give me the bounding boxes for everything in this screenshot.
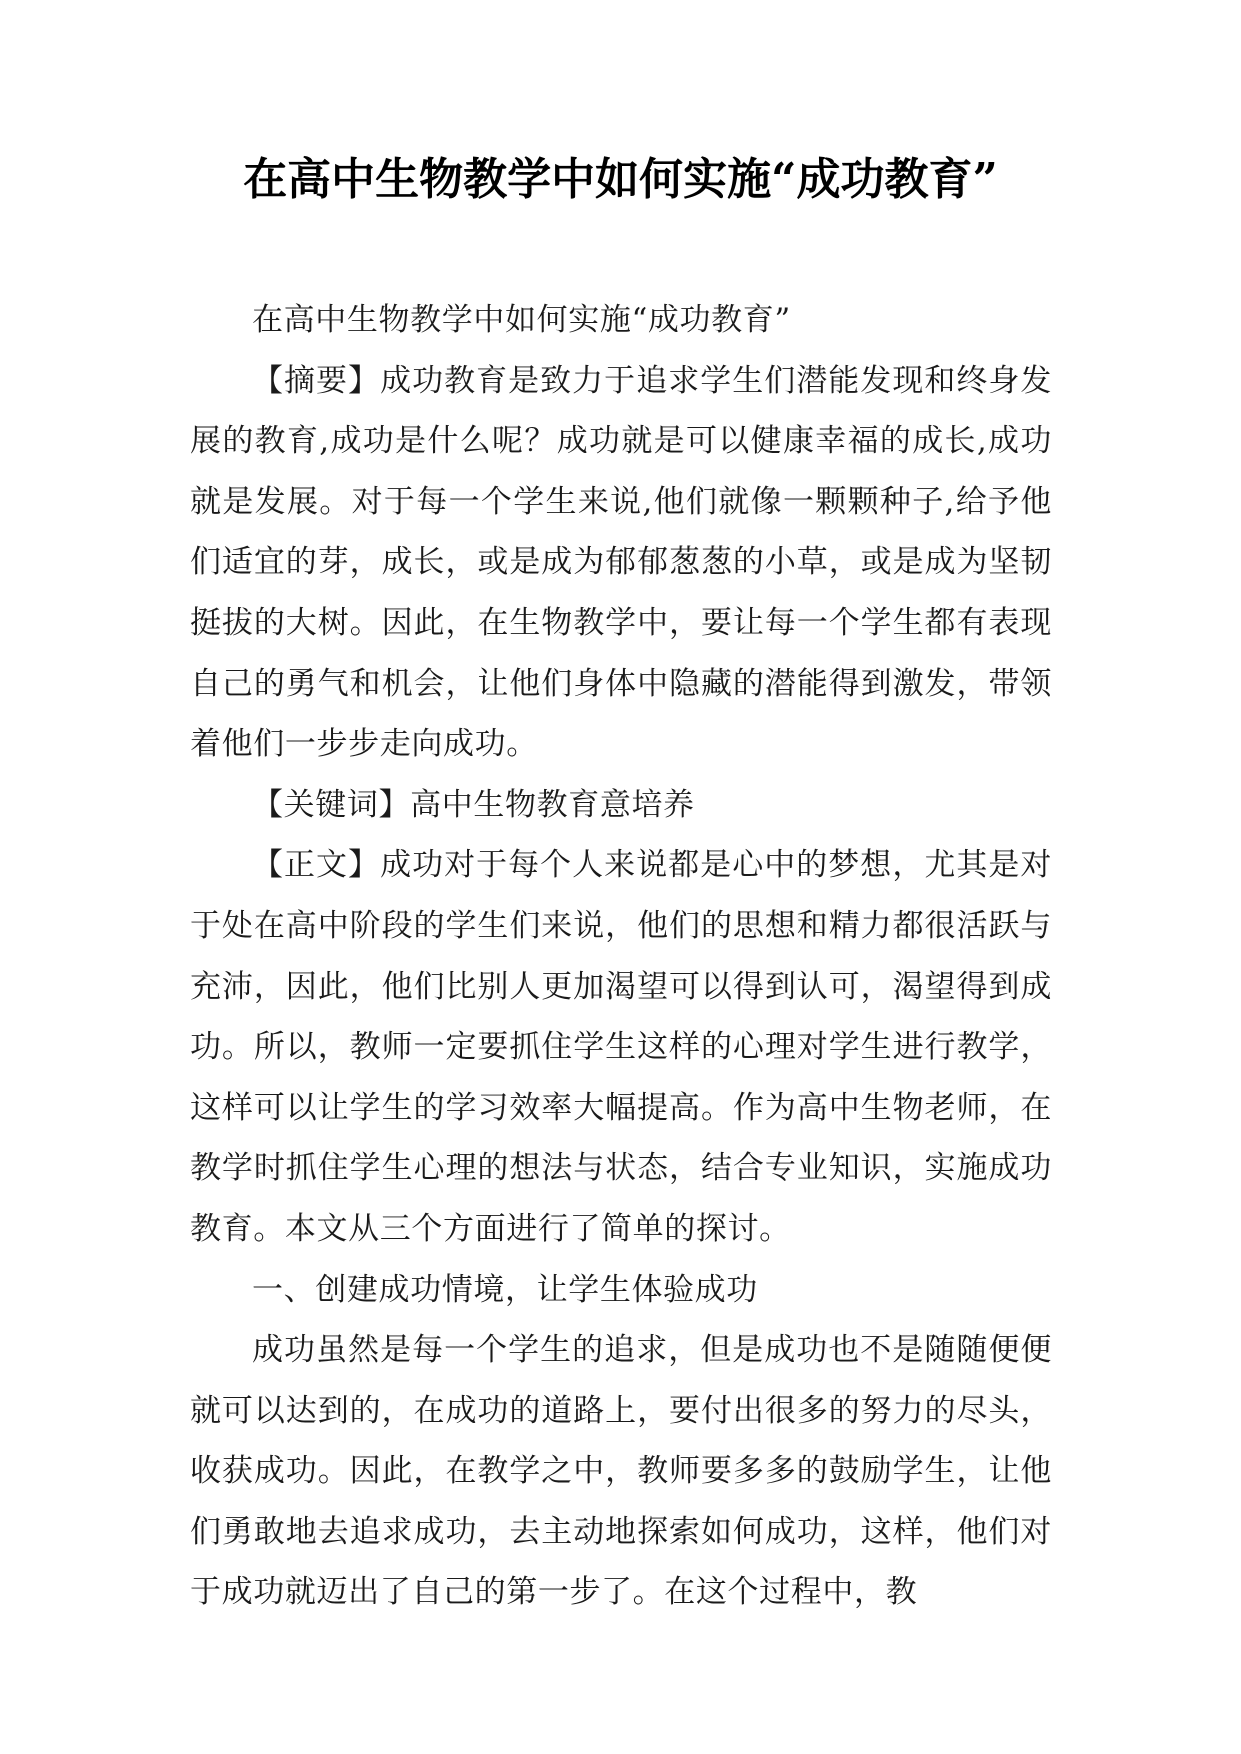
document-body: [190, 290, 1052, 1623]
body-paragraph-section-1: 成功虽然是每一个学生的追求，但是成功也不是随随便便就可以达到的，在成功的道路上，要付出很多的努力的尽头，收获成功。因此，在教学之中，教师要多多的鼓励学生，让他们勇敢地去追求成功，去主动地探索如何成功，这样，他们对于成功就迈出了自己的第一步了。在这个过程中，教: [190, 1332, 1052, 1611]
body-paragraph-subtitle: 在高中生物教学中如何实施“成功教育”: [252, 302, 791, 338]
body-paragraph-main-text: 【正文】成功对于每个人来说都是心中的梦想，尤其是对于处在高中阶段的学生们来说，他们的思想和精力都很活跃与充沛，因此，他们比别人更加渴望可以得到认可，渴望得到成功。所以，教师一定要抓住学生这样的心理对学生进行教学，这样可以让学生的学习效率大幅提高。作为高中生物老师，在教学时抓住学生心理的想法与状态，结合专业知识，实施成功教育。本文从三个方面进行了简单的探讨。: [190, 847, 1052, 1247]
section-heading-1: 一、创建成功情境，让学生体验成功: [252, 1271, 758, 1308]
body-paragraph-abstract: 【摘要】成功教育是致力于追求学生们潜能发现和终身发展的教育,成功是什么呢？成功就是可以健康幸福的成长,成功就是发展。对于每一个学生来说,他们就像一颗颗种子,给予他们适宜的芽，成长，或是成为郁郁葱葱的小草，或是成为坚韧挺拔的大树。因此，在生物教学中，要让每一个学生都有表现自己的勇气和机会，让他们身体中隐藏的潜能得到激发，带领着他们一步步走向成功。: [190, 362, 1052, 763]
body-paragraph-keywords: 【关键词】高中生物教育意培养: [252, 786, 695, 823]
document-title: 在高中生物教学中如何实施“成功教育”: [243, 154, 998, 205]
